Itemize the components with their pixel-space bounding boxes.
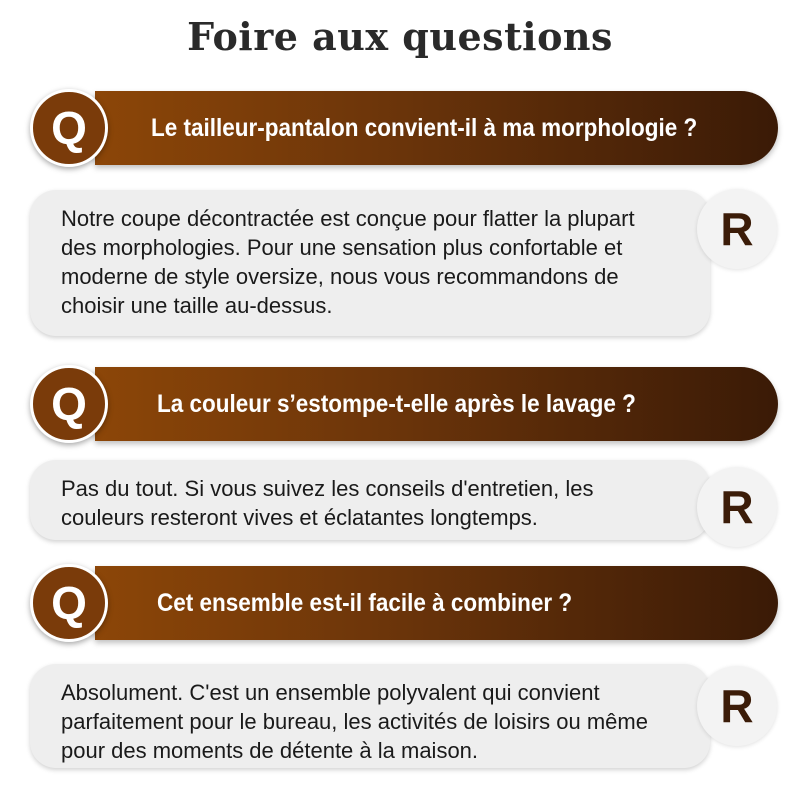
answer-text: Pas du tout. Si vous suivez les conseils d'entretien, les couleurs resteront vives et éclatantes longtemps. — [61, 476, 594, 530]
r-badge: R — [697, 189, 777, 269]
answer-box — [30, 190, 710, 336]
q-badge: Q — [30, 564, 108, 642]
question-text: Le tailleur-pantalon convient-il à ma morphologie ? — [151, 113, 698, 142]
question-text: La couleur s’estompe-t-elle après le lavage ? — [157, 389, 636, 418]
question-bar[interactable] — [95, 566, 778, 640]
q-badge: Q — [30, 365, 108, 443]
r-badge: R — [697, 666, 777, 746]
question-bar[interactable] — [95, 91, 778, 165]
question-text: Cet ensemble est-il facile à combiner ? — [157, 588, 573, 617]
question-bar[interactable] — [95, 367, 778, 441]
r-badge: R — [697, 467, 777, 547]
answer-box — [30, 664, 710, 768]
answer-box — [30, 460, 710, 540]
answer-text: Absolument. C'est un ensemble polyvalent qui convient parfaitement pour le bureau, les activités de loisirs ou même pour des moments de détente à la maison. — [61, 680, 648, 763]
page-title: Foire aux questions — [187, 14, 613, 59]
answer-text: Notre coupe décontractée est conçue pour flatter la plupart des morphologies. Pour une sensation plus confortable et moderne de style oversize, nous vous recommandons de choisir une taille au-dessus. — [61, 206, 635, 318]
q-badge: Q — [30, 89, 108, 167]
